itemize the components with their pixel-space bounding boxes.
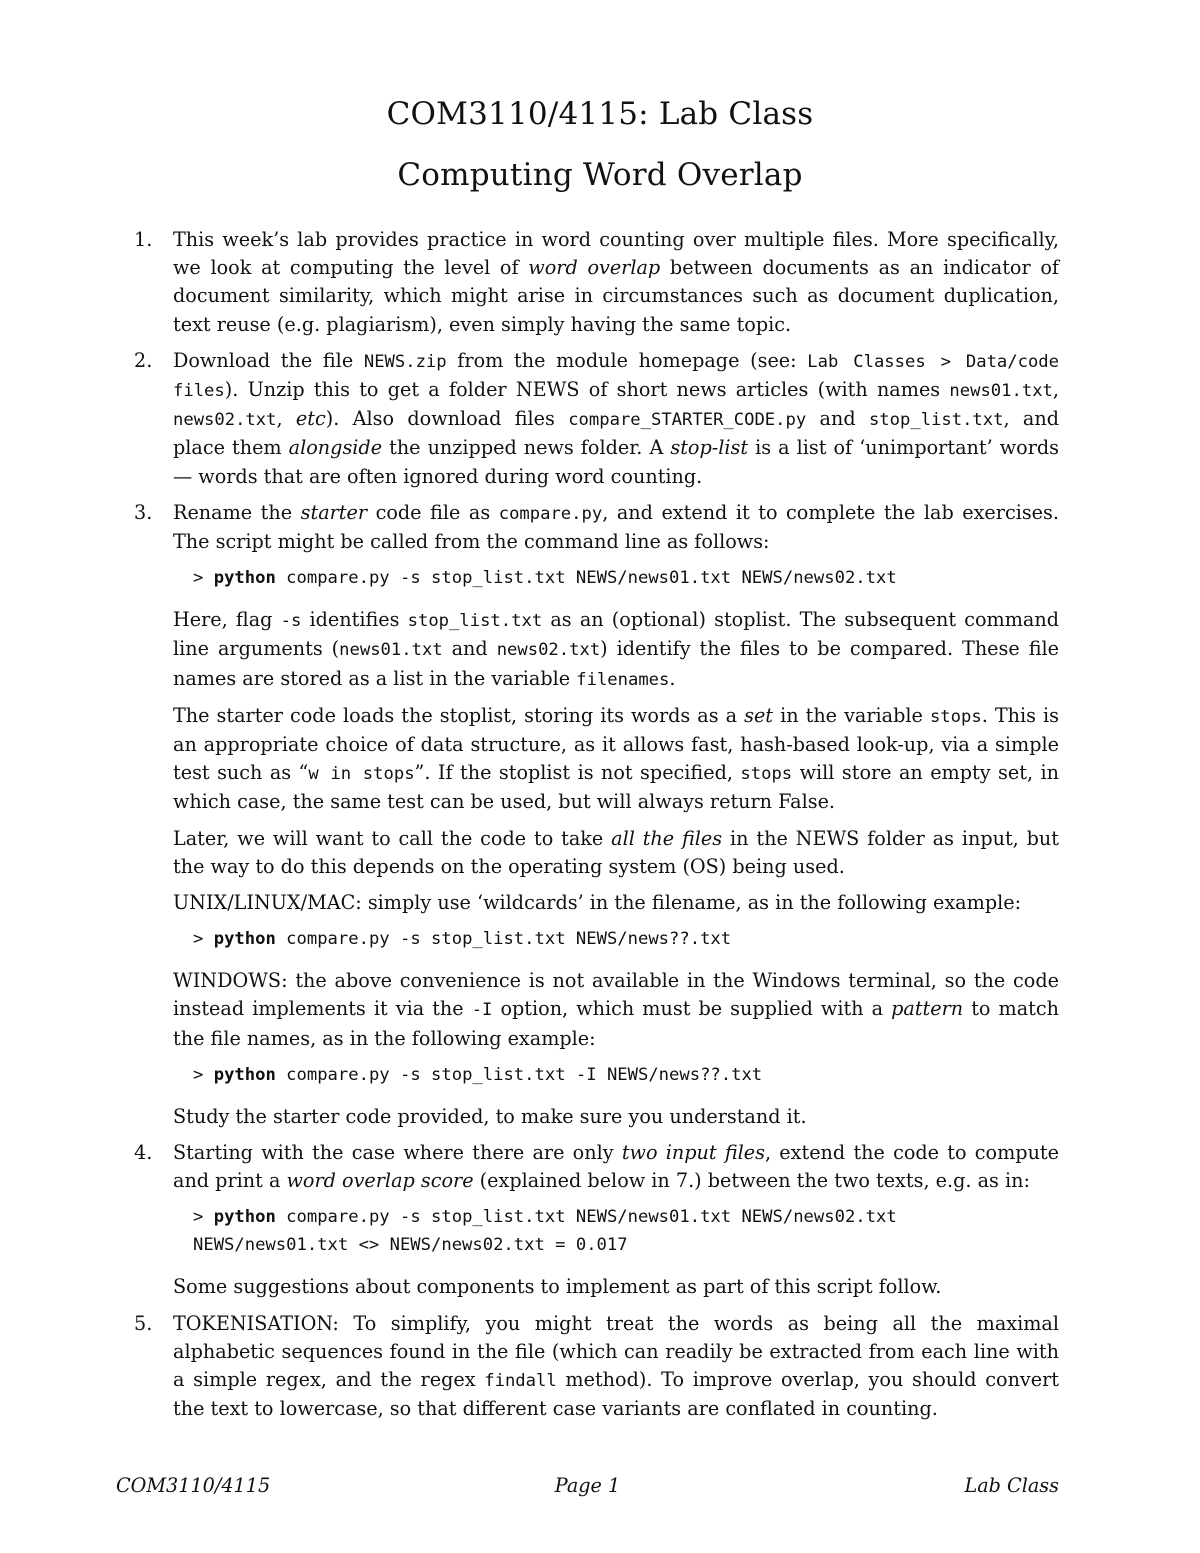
code-text: w in stops — [308, 764, 415, 785]
text: , — [1052, 378, 1059, 402]
command-args: compare.py -s stop_list.txt NEWS/news01.txt NEWS/news02.txt — [275, 568, 897, 589]
text: TOKENISATION: To simplify, you might treat the words as being all the maximal alphabetic sequences found in the file (which can readily be extracted from each line with a simple regex, and the regex — [173, 1311, 1059, 1392]
emphasis: stop-list — [670, 436, 749, 460]
text: Starting with the case where there are only — [173, 1141, 622, 1165]
text: as an (optional) stoplist. The subsequent command line arguments ( — [173, 608, 1059, 661]
prompt: > — [193, 929, 204, 950]
code-text: findall — [484, 1371, 557, 1392]
code-text: news02.txt — [173, 410, 277, 431]
item-number: 3. — [134, 500, 153, 524]
command-name: python — [213, 568, 276, 589]
paragraph — [173, 1310, 1059, 1424]
text: . — [669, 666, 676, 690]
text: WINDOWS: the above convenience is not available in the Windows terminal, so the code instead implements it via the — [173, 969, 1059, 1021]
paragraph — [173, 702, 1059, 817]
text: Download the file — [173, 348, 364, 372]
item-number: 5. — [134, 1311, 153, 1335]
footer-course: COM3110/4115 — [116, 1474, 271, 1497]
paragraph — [173, 347, 1059, 491]
command-name: python — [213, 929, 276, 950]
text: (explained below in 7.) between the two texts, e.g. as in: — [473, 1169, 1030, 1193]
text: Rename the — [173, 500, 301, 524]
text: from the module homepage (see: — [446, 348, 808, 372]
text: , and place them — [173, 407, 1059, 460]
command-example — [193, 1203, 1059, 1259]
item-number: 1. — [134, 228, 153, 251]
list-item-2 — [134, 347, 1059, 491]
emphasis: pattern — [891, 997, 964, 1021]
command-name: python — [213, 1064, 276, 1085]
emphasis: two input files — [621, 1141, 765, 1165]
code-text: -s — [280, 611, 302, 632]
paragraph — [173, 226, 1059, 339]
command-output: NEWS/news01.txt <> NEWS/news02.txt = 0.017 — [193, 1235, 628, 1256]
command-example — [193, 925, 1059, 953]
paragraph: UNIX/LINUX/MAC: simply use ‘wildcards’ in the filename, as in the following example: — [173, 891, 1022, 915]
command-name: python — [213, 1207, 276, 1228]
text: to match the file names, as in the following example: — [173, 997, 1059, 1050]
text: This week’s lab provides practice in word counting over multiple files. More specifically, we look at computing the level of — [173, 228, 1059, 280]
code-text: compare.py — [498, 503, 603, 524]
text: between documents as an indicator of document similarity, which might arise in circumstances such as document duplication, text reuse (e.g. plagiarism), even simply having the same topic. — [173, 256, 1059, 336]
command-example — [193, 564, 1059, 592]
page-title: COM3110/4115: Lab Class — [386, 96, 814, 132]
text: and — [806, 407, 869, 431]
text: , extend the code to compute and print a — [173, 1141, 1059, 1193]
paragraph — [173, 606, 1059, 694]
emphasis: word overlap — [528, 256, 661, 280]
text: ) identify the files to be compared. These file names are stored as a list in the variable — [173, 637, 1059, 690]
list-item-5 — [134, 1310, 1059, 1424]
command-args: compare.py -s stop_list.txt NEWS/news01.txt NEWS/news02.txt — [275, 1207, 897, 1228]
page-subtitle: Computing Word Overlap — [397, 157, 803, 193]
text: identifies — [301, 608, 408, 632]
text: will store an empty set, in which case, the same test can be used, but will always return False. — [173, 761, 1059, 814]
paragraph — [173, 825, 1059, 881]
emphasis: set — [744, 703, 774, 727]
emphasis: word overlap score — [286, 1169, 474, 1193]
footer-section: Lab Class — [964, 1474, 1059, 1497]
code-text: Lab Classes > Data/code files — [173, 351, 1059, 402]
prompt: > — [193, 1064, 204, 1085]
text: is a list of ‘unimportant’ words — words that are often ignored during word counting. — [173, 436, 1059, 488]
text: ). Also download files — [325, 407, 569, 431]
footer-page-number: Page 1 — [554, 1474, 621, 1497]
command-args: compare.py -s stop_list.txt NEWS/news??.txt — [275, 929, 732, 950]
text: in the variable — [773, 703, 930, 727]
item-number: 2. — [134, 348, 153, 372]
code-text: -I — [471, 1000, 493, 1021]
code-text: compare_STARTER_CODE.py — [568, 410, 807, 431]
paragraph — [173, 967, 1059, 1053]
prompt: > — [193, 1207, 204, 1228]
emphasis: etc — [295, 407, 326, 431]
paragraph: Some suggestions about components to implement as part of this script follow. — [173, 1275, 942, 1299]
list-item-1 — [134, 226, 1059, 339]
code-text: news01.txt — [949, 381, 1053, 402]
page-footer — [116, 1474, 1059, 1504]
code-text: news01.txt — [339, 640, 443, 661]
text: ”. If the stoplist is not specified, — [414, 761, 741, 785]
list-item-4 — [134, 1139, 1059, 1302]
list-item-3 — [134, 499, 1059, 1131]
code-text: stop_list.txt — [407, 611, 543, 632]
code-text: news02.txt — [496, 640, 601, 661]
text: , and extend it to complete the lab exercises. The script might be called from the command line as follows: — [173, 500, 1059, 554]
item-number: 4. — [134, 1141, 153, 1165]
text: The starter code loads the stoplist, storing its words as a — [173, 703, 745, 727]
text: option, which must be supplied with a — [492, 997, 892, 1021]
emphasis: starter — [300, 500, 368, 524]
paragraph: Study the starter code provided, to make sure you understand it. — [173, 1104, 807, 1128]
code-text: stops — [740, 764, 793, 785]
text: in the NEWS folder as input, but the way to do this depends on the operating system (OS) being used. — [173, 826, 1059, 878]
text: . This is an appropriate choice of data structure, as it allows fast, hash-based look-up, via a simple test such as “ — [173, 703, 1059, 785]
text: Later, we will want to call the code to take — [173, 826, 612, 850]
code-text: filenames — [576, 669, 670, 690]
content-body — [134, 226, 1059, 1432]
text: , — [276, 407, 296, 431]
command-args: compare.py -s stop_list.txt -I NEWS/news??.txt — [275, 1064, 763, 1085]
prompt: > — [193, 568, 204, 589]
text: method). To improve overlap, you should convert the text to lowercase, so that different case variants are conflated in counting. — [173, 1368, 1060, 1421]
text: ). Unzip this to get a folder NEWS of short news articles (with names — [224, 378, 950, 402]
emphasis: all the files — [611, 826, 723, 850]
text: code file as — [367, 500, 499, 524]
text: the unzipped news folder. A — [382, 436, 671, 460]
emphasis: alongside — [288, 436, 383, 460]
paragraph — [173, 1139, 1059, 1195]
text: Here, flag — [173, 608, 281, 632]
command-example — [193, 1061, 1059, 1089]
text: and — [442, 637, 497, 661]
code-text: stops — [929, 706, 982, 727]
code-text: stop_list.txt — [868, 410, 1004, 431]
code-text: NEWS.zip — [363, 351, 447, 372]
paragraph — [173, 499, 1059, 556]
